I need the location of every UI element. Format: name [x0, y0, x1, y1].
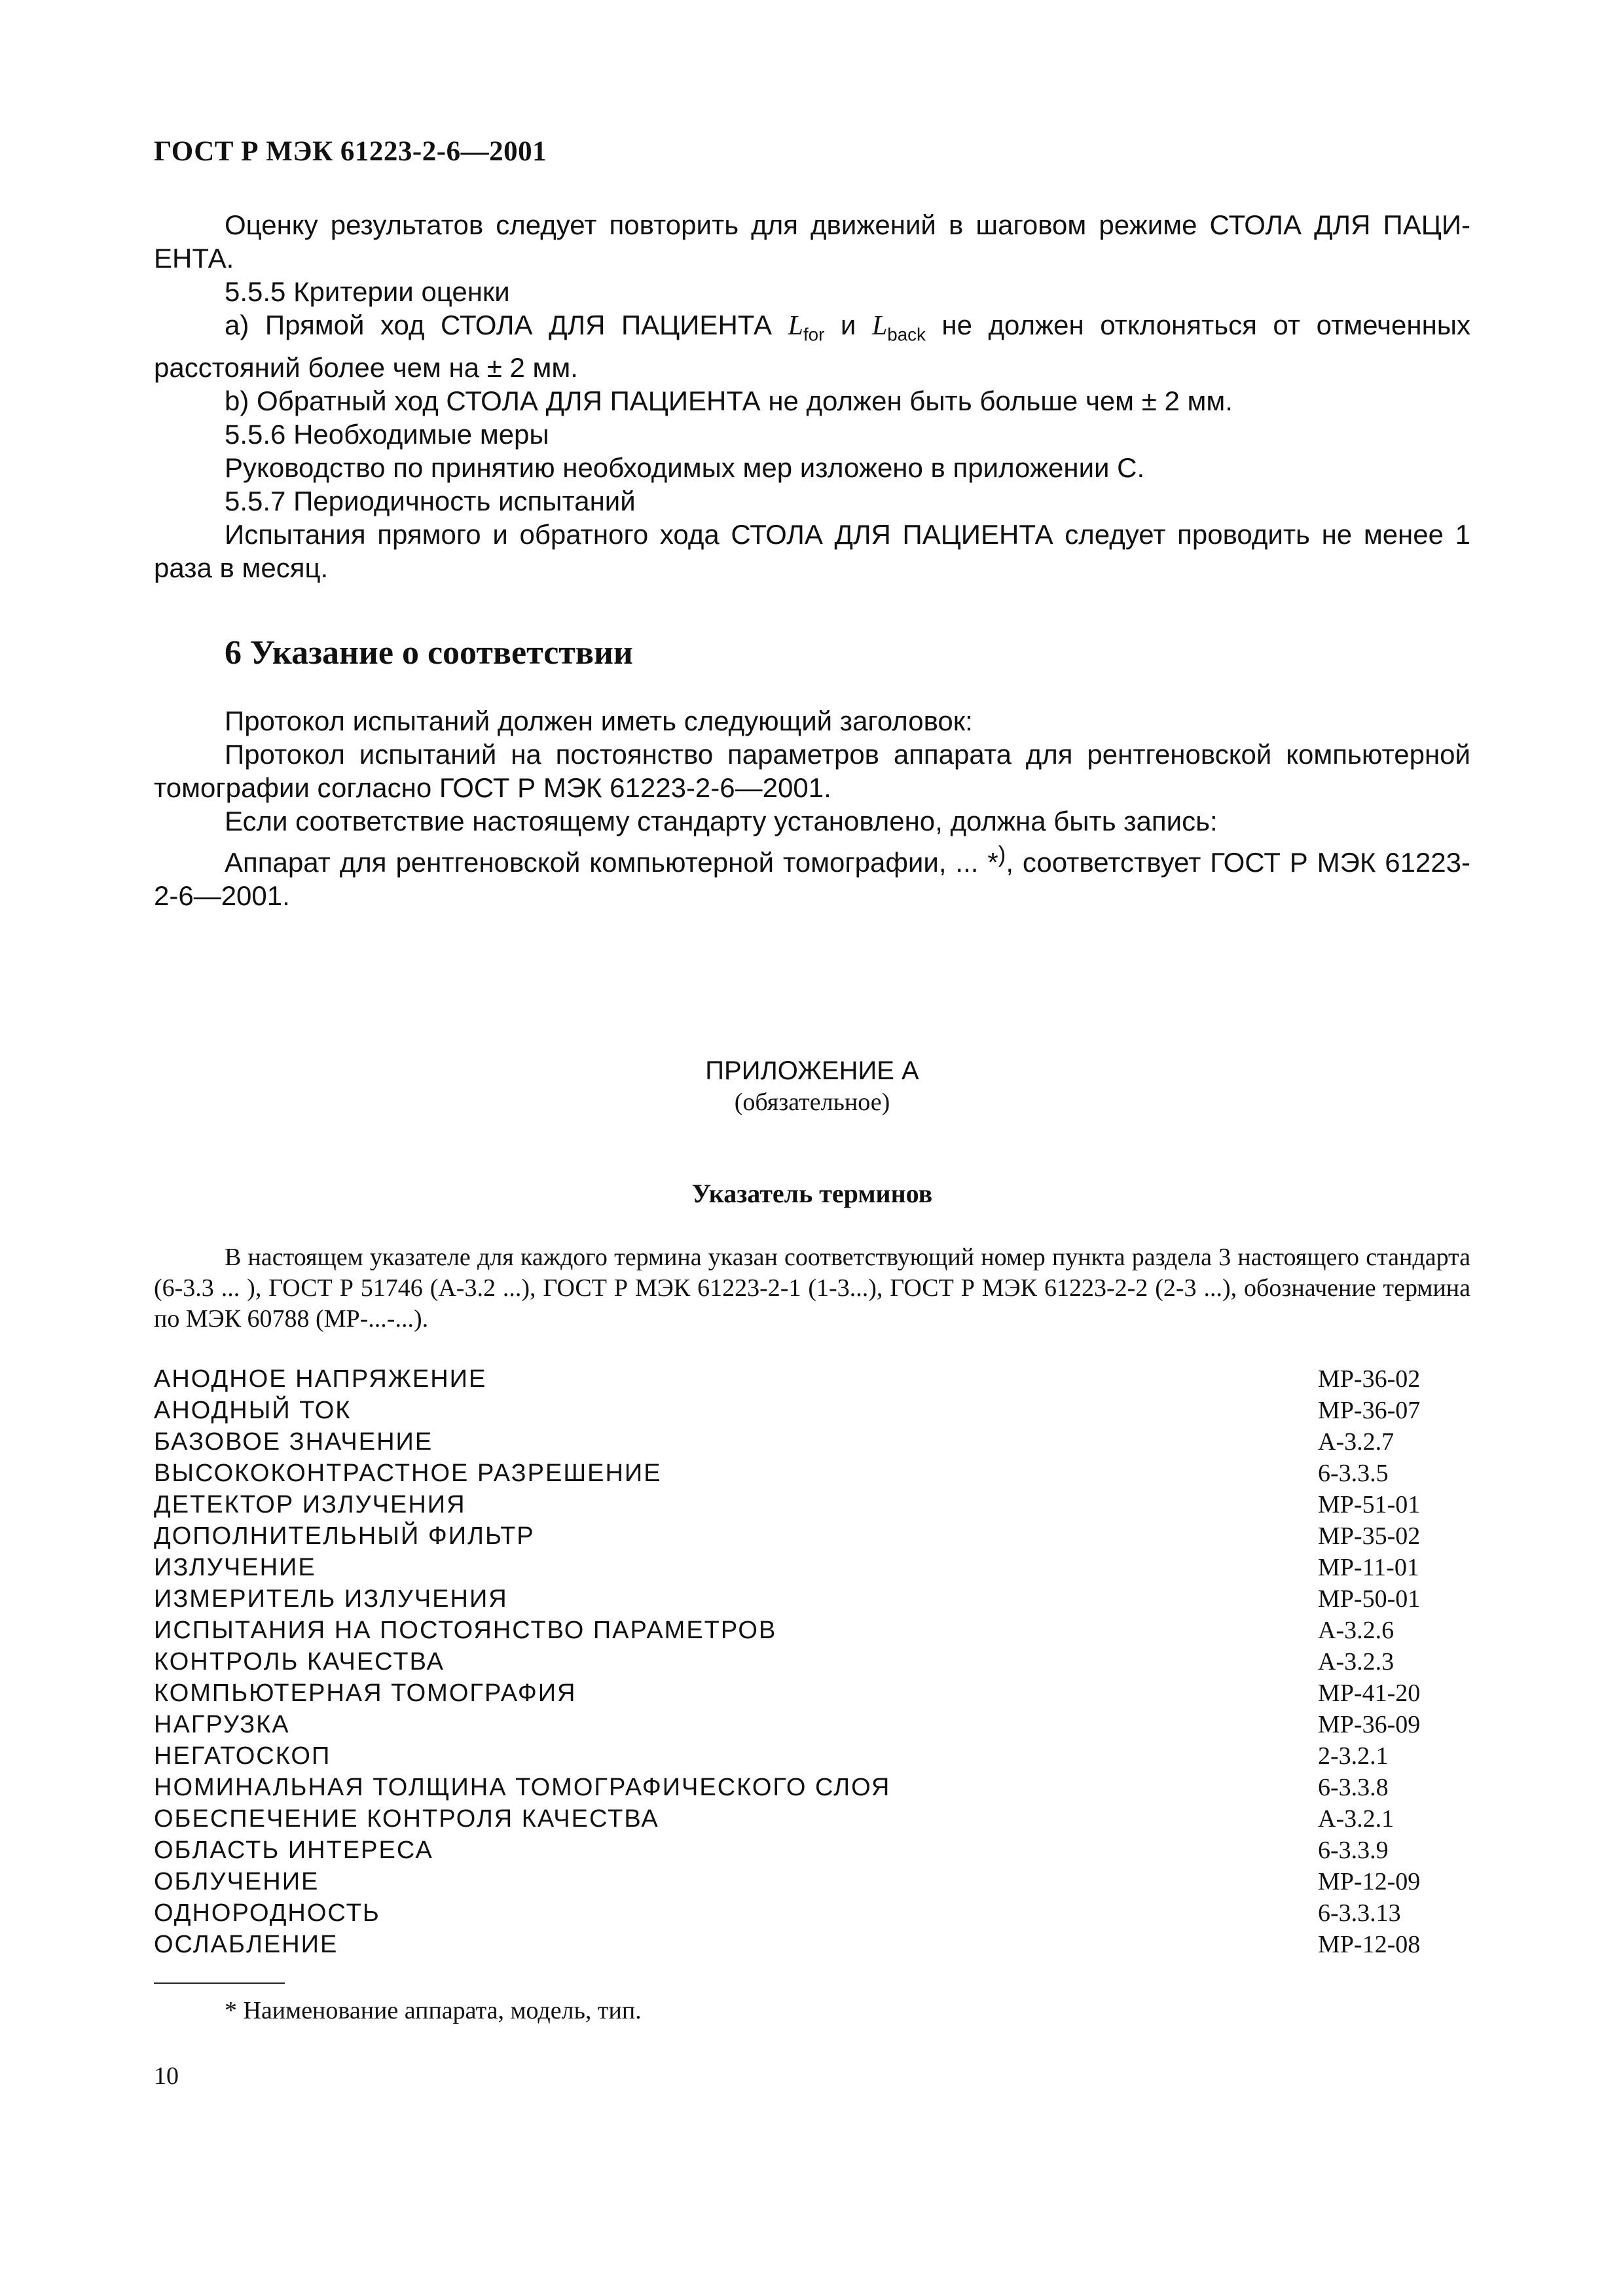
term-name: КОНТРОЛЬ КАЧЕСТВА	[154, 1647, 445, 1676]
term-row	[154, 1897, 1470, 1929]
term-name: ОСЛАБЛЕНИЕ	[154, 1930, 338, 1958]
term-row	[154, 1583, 1470, 1615]
term-code: МР-36-07	[1318, 1397, 1421, 1424]
paragraph-repeat-step-mode: Оценку результатов следует повторить для движений в шаговом режиме СТОЛА ДЛЯ ПАЦИ-ЕНТА.	[154, 209, 1470, 274]
footnote-divider	[154, 1982, 285, 1984]
term-code: А-3.2.6	[1318, 1617, 1395, 1644]
term-row	[154, 1929, 1470, 1960]
term-code: 2-3.2.1	[1318, 1742, 1389, 1770]
term-name: ДЕТЕКТОР ИЗЛУЧЕНИЯ	[154, 1490, 466, 1518]
document-header: ГОСТ Р МЭК 61223-2-6—2001	[154, 136, 547, 167]
index-intro: В настоящем указателе для каждого термина указан соответствующий номер пункта раздела 3 настоящего стандарта (6-3.3 ... ), ГОСТ Р 51746 (А-3.2 ...), ГОСТ Р МЭК 61223-2-1 (1-3...), ГОСТ Р МЭК 61223-2-2 (2-3 ...), обозначение термина по МЭК 60788 (МР-...-...).	[154, 1244, 1470, 1333]
paragraph-compliance-statement: Аппарат для рентгеновской компьютерной томографии, ... *), соответствует ГОСТ Р МЭК 61223-2-6—2001.	[154, 842, 1470, 911]
term-name: НАГРУЗКА	[154, 1710, 290, 1738]
term-row	[154, 1677, 1470, 1709]
term-code: 6-3.3.13	[1318, 1899, 1401, 1927]
term-code: МР-12-09	[1318, 1868, 1421, 1895]
term-name: ОБЛУЧЕНИЕ	[154, 1867, 319, 1895]
term-name: НОМИНАЛЬНАЯ ТОЛЩИНА ТОМОГРАФИЧЕСКОГО СЛОЯ	[154, 1773, 891, 1801]
term-row	[154, 1552, 1470, 1583]
term-row	[154, 1520, 1470, 1552]
term-code: МР-50-01	[1318, 1585, 1421, 1613]
term-row	[154, 1426, 1470, 1458]
section-6-title: 6 Указание о соответствии	[225, 634, 633, 672]
term-code: 6-3.3.9	[1318, 1837, 1389, 1864]
term-name: АНОДНЫЙ ТОК	[154, 1396, 352, 1424]
term-name: ОБЛАСТЬ ИНТЕРЕСА	[154, 1836, 433, 1864]
terms-index-list	[154, 1363, 1470, 1960]
term-code: А-3.2.3	[1318, 1648, 1395, 1676]
paragraph-periodicity: Испытания прямого и обратного хода СТОЛА ДЛЯ ПАЦИЕНТА следует проводить не менее 1 раза в месяц.	[154, 519, 1470, 584]
appendix-title: ПРИЛОЖЕНИЕ А	[705, 1056, 919, 1085]
term-row	[154, 1772, 1470, 1803]
term-code: МР-41-20	[1318, 1679, 1421, 1707]
term-name: КОМПЬЮТЕРНАЯ ТОМОГРАФИЯ	[154, 1679, 577, 1707]
term-code: МР-36-02	[1318, 1365, 1421, 1393]
term-row	[154, 1866, 1470, 1897]
term-row	[154, 1489, 1470, 1520]
index-title: Указатель терминов	[691, 1179, 933, 1208]
section-5-continued	[154, 208, 1470, 584]
clause-5-5-7-heading: 5.5.7 Периодичность испытаний	[225, 486, 636, 517]
appendix-subtitle: (обязательное)	[734, 1088, 890, 1116]
term-code: А-3.2.1	[1318, 1805, 1395, 1833]
term-row	[154, 1803, 1470, 1835]
term-name: ВЫСОКОКОНТРАСТНОЕ РАЗРЕШЕНИЕ	[154, 1459, 662, 1487]
term-name: ОБЕСПЕЧЕНИЕ КОНТРОЛЯ КАЧЕСТВА	[154, 1804, 659, 1833]
term-code: МР-11-01	[1318, 1554, 1419, 1581]
term-code: МР-51-01	[1318, 1491, 1421, 1518]
paragraph-measures: Руководство по принятию необходимых мер изложено в приложении С.	[225, 452, 1145, 484]
footnote-marker: )	[998, 842, 1006, 867]
term-row	[154, 1709, 1470, 1740]
term-row	[154, 1458, 1470, 1489]
term-row	[154, 1646, 1470, 1677]
term-code: А-3.2.7	[1318, 1428, 1395, 1456]
term-code: МР-12-08	[1318, 1931, 1421, 1958]
clause-5-5-6-heading: 5.5.6 Необходимые меры	[225, 419, 549, 450]
term-row	[154, 1740, 1470, 1772]
term-name: БАЗОВОЕ ЗНАЧЕНИЕ	[154, 1427, 433, 1456]
clause-5-5-5-heading: 5.5.5 Критерии оценки	[225, 276, 510, 307]
paragraph-protocol-title: Протокол испытаний на постоянство параметров аппарата для рентгеновской компьютерной томографии согласно ГОСТ Р МЭК 61223-2-6—2001.	[154, 739, 1470, 803]
term-name: ИЗЛУЧЕНИЕ	[154, 1553, 316, 1581]
term-row	[154, 1835, 1470, 1866]
term-name: АНОДНОЕ НАПРЯЖЕНИЕ	[154, 1365, 487, 1393]
term-row	[154, 1615, 1470, 1646]
term-name: НЕГАТОСКОП	[154, 1742, 331, 1770]
term-code: 6-3.3.8	[1318, 1774, 1389, 1801]
section-6-body	[154, 704, 1470, 912]
paragraph-compliance-record: Если соответствие настоящему стандарту установлено, должна быть запись:	[225, 806, 1218, 836]
paragraph-protocol-header: Протокол испытаний должен иметь следующий заголовок:	[225, 706, 973, 736]
term-code: МР-35-02	[1318, 1522, 1421, 1550]
criterion-b: b) Обратный ход СТОЛА ДЛЯ ПАЦИЕНТА не должен быть больше чем ± 2 мм.	[225, 386, 1233, 417]
term-name: ОДНОРОДНОСТЬ	[154, 1899, 380, 1927]
term-code: МР-36-09	[1318, 1711, 1421, 1738]
term-row	[154, 1363, 1470, 1395]
term-row	[154, 1395, 1470, 1426]
footnote: * Наименование аппарата, модель, тип.	[225, 1997, 642, 2024]
term-name: ИСПЫТАНИЯ НА ПОСТОЯНСТВО ПАРАМЕТРОВ	[154, 1616, 777, 1644]
criterion-a: а) Прямой ход СТОЛА ДЛЯ ПАЦИЕНТА $L_{for}$ и $L_{back}$ не должен отклоняться от отмеченных расстояний более чем на ± 2 мм.	[154, 310, 1470, 384]
term-name: ИЗМЕРИТЕЛЬ ИЗЛУЧЕНИЯ	[154, 1585, 508, 1613]
page-number: 10	[154, 2062, 179, 2090]
term-code: 6-3.3.5	[1318, 1460, 1389, 1487]
term-name: ДОПОЛНИТЕЛЬНЫЙ ФИЛЬТР	[154, 1522, 535, 1550]
